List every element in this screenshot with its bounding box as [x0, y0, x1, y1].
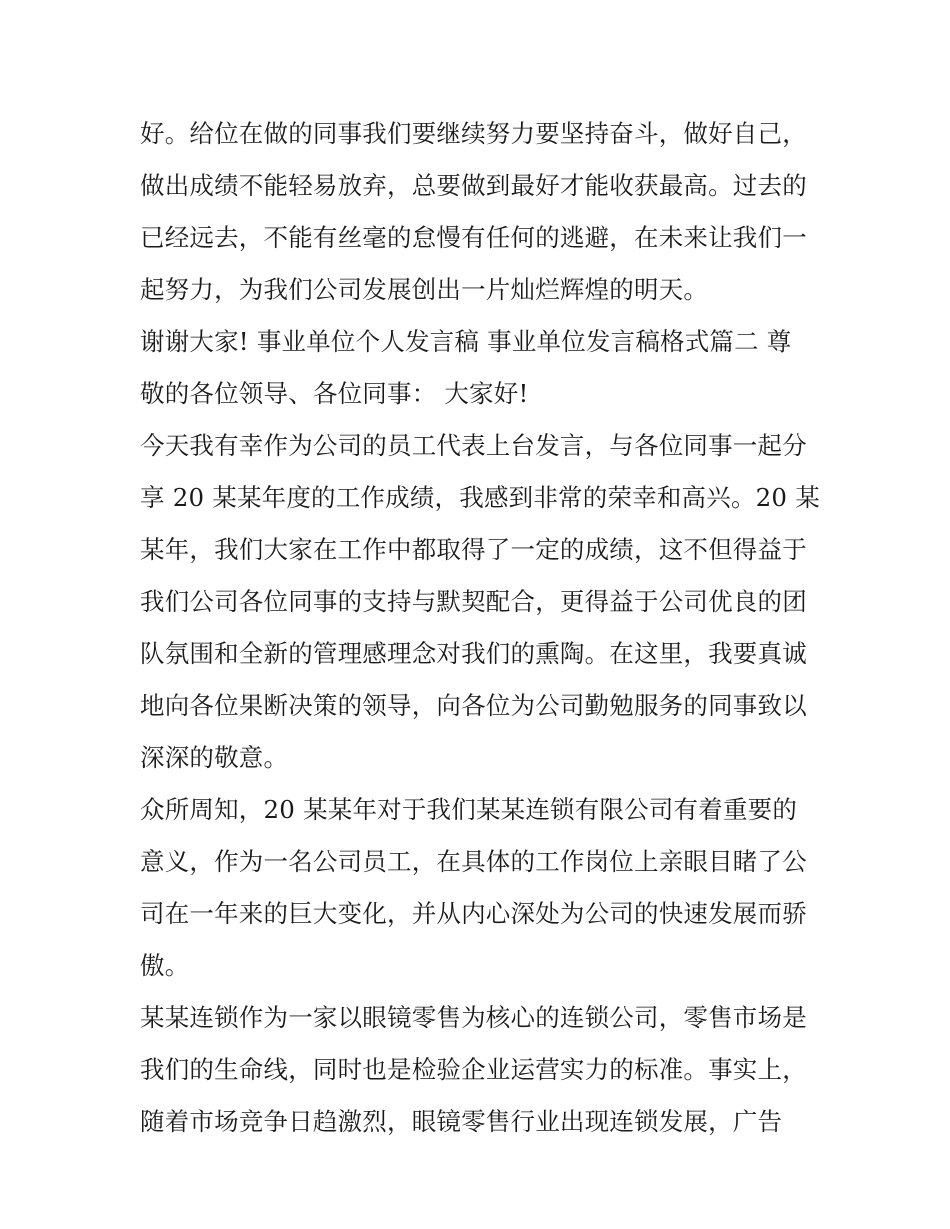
paragraph [140, 316, 820, 420]
text-line: 享 20 某某年度的工作成绩，我感到非常的荣幸和高兴。20 某 [140, 483, 820, 512]
text-line: 随着市场竞争日趋激烈，眼镜零售行业出现连锁发展，广告 [140, 1107, 783, 1136]
text-line: 已经远去，不能有丝毫的怠慢有任何的逃避，在未来让我们一 [140, 223, 807, 252]
text-line: 做出成绩不能轻易放弃，总要做到最好才能收获最高。过去的 [140, 171, 807, 200]
text-line: 今天我有幸作为公司的员工代表上台发言，与各位同事一起分 [140, 431, 807, 460]
text-line: 某年，我们大家在工作中都取得了一定的成绩，这不但得益于 [140, 535, 807, 564]
text-line: 起努力，为我们公司发展创出一片灿烂辉煌的明天。 [140, 275, 709, 304]
text-line: 我们的生命线，同时也是检验企业运营实力的标准。事实上， [140, 1055, 807, 1084]
paragraph [140, 420, 820, 784]
text-line: 深深的敬意。 [140, 743, 289, 772]
text-line: 谢谢大家! 事业单位个人发言稿 事业单位发言稿格式篇二 尊 [140, 327, 792, 356]
text-line: 意义，作为一名公司员工，在具体的工作岗位上亲眼目睹了公 [140, 847, 807, 876]
text-line: 地向各位果断决策的领导，向各位为公司勤勉服务的同事致以 [140, 691, 807, 720]
text-line: 敬的各位领导、各位同事： 大家好! [140, 379, 529, 408]
text-line: 众所周知，20 某某年对于我们某某连锁有限公司有着重要的 [140, 795, 798, 824]
paragraph [140, 108, 820, 316]
text-line: 队氛围和全新的管理感理念对我们的熏陶。在这里，我要真诚 [140, 639, 807, 668]
text-line: 我们公司各位同事的支持与默契配合，更得益于公司优良的团 [140, 587, 807, 616]
paragraph [140, 784, 820, 992]
text-line: 好。给位在做的同事我们要继续努力要坚持奋斗，做好自己， [140, 119, 807, 148]
text-line: 傲。 [140, 951, 190, 980]
paragraph [140, 992, 820, 1148]
text-line: 司在一年来的巨大变化，并从内心深处为公司的快速发展而骄 [140, 899, 807, 928]
text-line: 某某连锁作为一家以眼镜零售为核心的连锁公司，零售市场是 [140, 1003, 807, 1032]
document-body [140, 108, 820, 1148]
